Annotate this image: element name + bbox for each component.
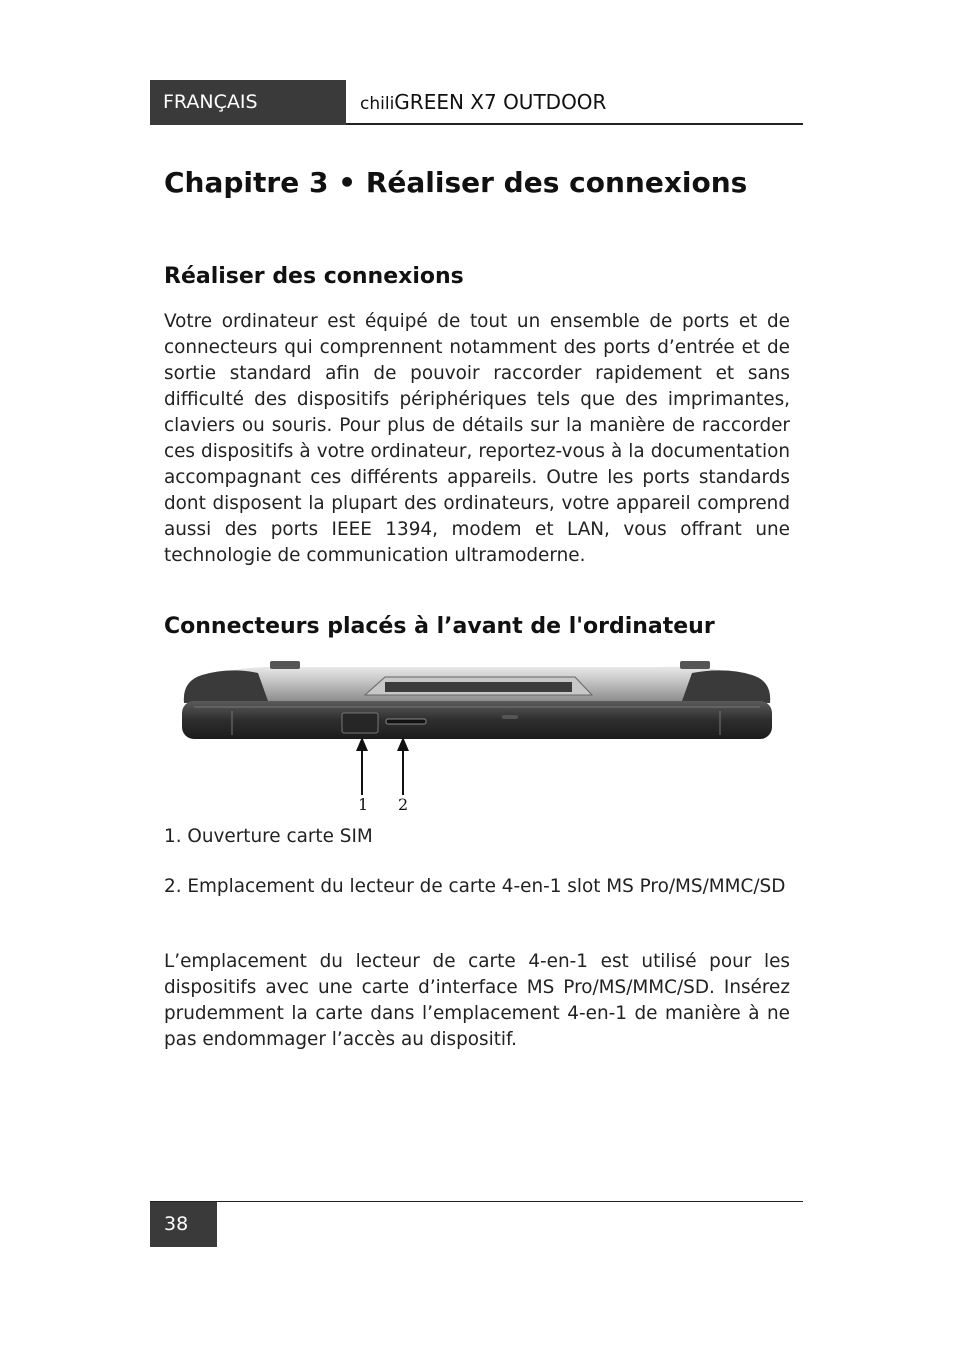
list-item-card-reader: 2. Emplacement du lecteur de carte 4-en-1 slot MS Pro/MS/MMC/SD [164,876,786,897]
chapter-title: Chapitre 3 • Réaliser des connexions [164,166,748,199]
section-body-card-reader: L’emplacement du lecteur de carte 4-en-1 est utilisé pour les dispositifs avec une carte d’interface MS Pro/MS/MMC/SD. Insérez prudemment la carte dans l’emplacement 4-en-1 de manière à ne pas endommager l’accès au dispositif. [164,951,790,1050]
section-body-connexions: Votre ordinateur est équipé de tout un ensemble de ports et de connecteurs qui comprennent notamment des ports d’entrée et de sortie standard afin de pouvoir raccorder rapidement et sans difficulté des dispositifs périphériques tels que des imprimantes, claviers ou souris. Pour plus de détails sur la manière de raccorder ces dispositifs à votre ordinateur, reportez-vous à la documentation accompagnant ces différents appareils. Outre les ports standards dont disposent la plupart des ordinateurs, votre appareil comprend aussi des ports IEEE 1394, modem et LAN, vous offrant une technologie de communication ultramoderne. [164,311,790,566]
footer-rule [150,1201,803,1202]
header-rule [346,123,803,125]
language-tab: FRANÇAIS [150,80,346,125]
page-number: 38 [150,1202,217,1247]
product-title-main: GREEN X7 OUTDOOR [394,90,607,114]
product-title [360,90,606,116]
section-heading-front-connectors: Connecteurs placés à l’avant de l'ordinateur [164,614,715,639]
laptop-front-illustration [180,655,774,820]
callout-1: 1 [358,795,369,814]
section-heading-connexions: Réaliser des connexions [164,264,464,289]
callout-2: 2 [398,795,409,814]
list-item-sim: 1. Ouverture carte SIM [164,826,373,847]
product-title-prefix: chili [360,94,395,114]
